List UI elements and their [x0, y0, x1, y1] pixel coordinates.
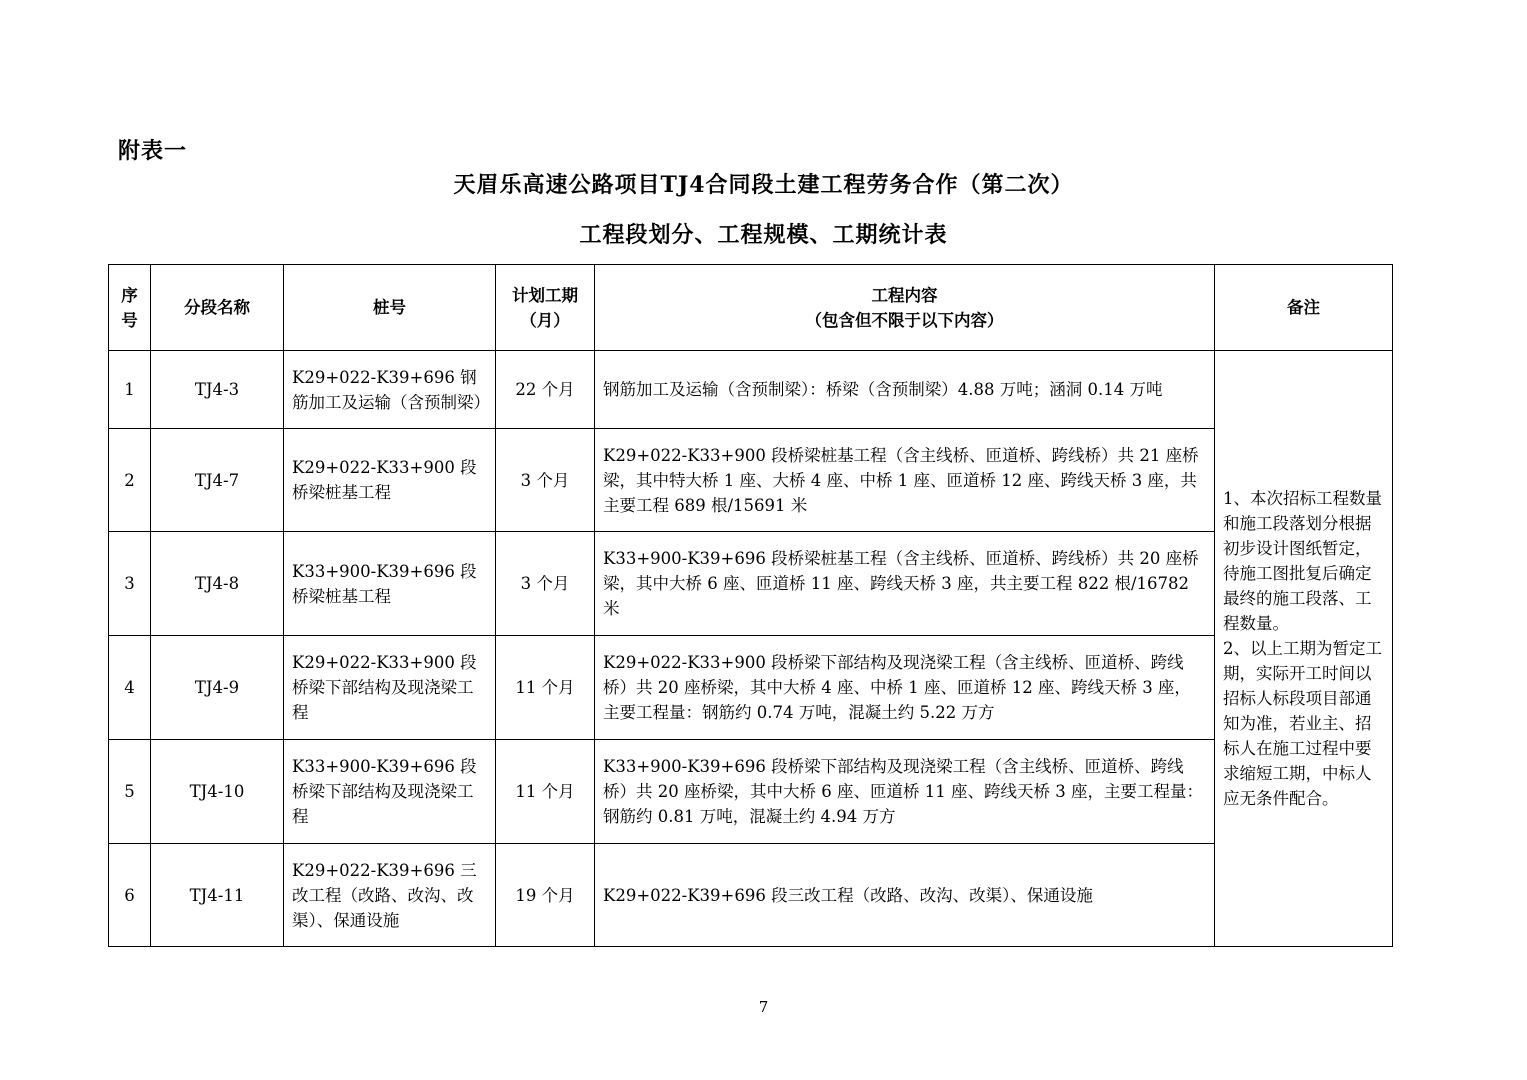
header-period: 计划工期 （月）: [496, 265, 595, 351]
row-section-name: TJ4-8: [151, 532, 284, 636]
row-seq: 1: [109, 351, 151, 429]
remarks-text: 1、本次招标工程数量和施工段落划分根据初步设计图纸暂定，待施工图批复后确定最终的施工段落、工程数量。 2、以上工期为暂定工期，实际开工时间以招标人标段项目部通知为准，若业主、招标人在施工过程中要求缩短工期，中标人应无条件配合。: [1223, 489, 1382, 808]
header-note: 备注: [1215, 265, 1393, 351]
table-header-row: [109, 265, 1393, 351]
row-period: 11 个月: [496, 636, 595, 740]
document-subtitle: 工程段划分、工程规模、工期统计表: [579, 222, 948, 248]
row-period: 3 个月: [496, 532, 595, 636]
document-title: 天眉乐高速公路项目TJ4合同段土建工程劳务合作（第二次）: [453, 172, 1074, 198]
row-seq: 4: [109, 636, 151, 740]
header-stake: 桩号: [284, 265, 496, 351]
row-seq: 3: [109, 532, 151, 636]
row-content: K33+900-K39+696 段桥梁桩基工程（含主线桥、匝道桥、跨线桥）共 20 座桥梁，其中大桥 6 座、匝道桥 11 座、跨线天桥 3 座，共主要工程 822 根/16782 米: [595, 532, 1215, 636]
row-content: 钢筋加工及运输（含预制梁）：桥梁（含预制梁）4.88 万吨；涵洞 0.14 万吨: [595, 351, 1215, 429]
row-section-name: TJ4-9: [151, 636, 284, 740]
row-seq: 6: [109, 844, 151, 947]
row-content: K29+022-K33+900 段桥梁桩基工程（含主线桥、匝道桥、跨线桥）共 21 座桥梁，其中特大桥 1 座、大桥 4 座、中桥 1 座、匝道桥 12 座、跨线天桥 3 座，共主要工程 689 根/15691 米: [595, 429, 1215, 532]
row-content: K29+022-K33+900 段桥梁下部结构及现浇梁工程（含主线桥、匝道桥、跨线桥）共 20 座桥梁，其中大桥 4 座、中桥 1 座、匝道桥 12 座、跨线天桥 3 座，主要工程量：钢筋约 0.74 万吨，混凝土约 5.22 万方: [595, 636, 1215, 740]
row-stake: K29+022-K39+696 钢筋加工及运输（含预制梁）: [284, 351, 496, 429]
page-number: 7: [758, 998, 769, 1016]
row-section-name: TJ4-11: [151, 844, 284, 947]
row-period: 3 个月: [496, 429, 595, 532]
remarks-cell: [1215, 351, 1393, 947]
row-period: 11 个月: [496, 740, 595, 844]
header-seq: 序 号: [109, 265, 151, 351]
row-period: 22 个月: [496, 351, 595, 429]
row-section-name: TJ4-3: [151, 351, 284, 429]
table-row: [109, 844, 1393, 947]
row-stake: K33+900-K39+696 段桥梁桩基工程: [284, 532, 496, 636]
row-period: 19 个月: [496, 844, 595, 947]
row-content: K29+022-K39+696 段三改工程（改路、改沟、改渠）、保通设施: [595, 844, 1215, 947]
table-row: [109, 740, 1393, 844]
row-stake: K33+900-K39+696 段桥梁下部结构及现浇梁工程: [284, 740, 496, 844]
table-row: [109, 636, 1393, 740]
table-row: [109, 429, 1393, 532]
row-content: K33+900-K39+696 段桥梁下部结构及现浇梁工程（含主线桥、匝道桥、跨线桥）共 20 座桥梁，其中大桥 6 座、匝道桥 11 座、跨线天桥 3 座，主要工程量：钢筋约 0.81 万吨，混凝土约 4.94 万方: [595, 740, 1215, 844]
row-seq: 2: [109, 429, 151, 532]
row-stake: K29+022-K33+900 段桥梁桩基工程: [284, 429, 496, 532]
row-section-name: TJ4-7: [151, 429, 284, 532]
row-seq: 5: [109, 740, 151, 844]
row-stake: K29+022-K33+900 段桥梁下部结构及现浇梁工程: [284, 636, 496, 740]
row-stake: K29+022-K39+696 三改工程（改路、改沟、改渠）、保通设施: [284, 844, 496, 947]
header-section-name: 分段名称: [151, 265, 284, 351]
row-section-name: TJ4-10: [151, 740, 284, 844]
table-row: [109, 532, 1393, 636]
statistics-table: [108, 264, 1393, 947]
header-content: 工程内容 （包含但不限于以下内容）: [595, 265, 1215, 351]
appendix-label: 附表一: [118, 138, 188, 164]
table-row: [109, 351, 1393, 429]
